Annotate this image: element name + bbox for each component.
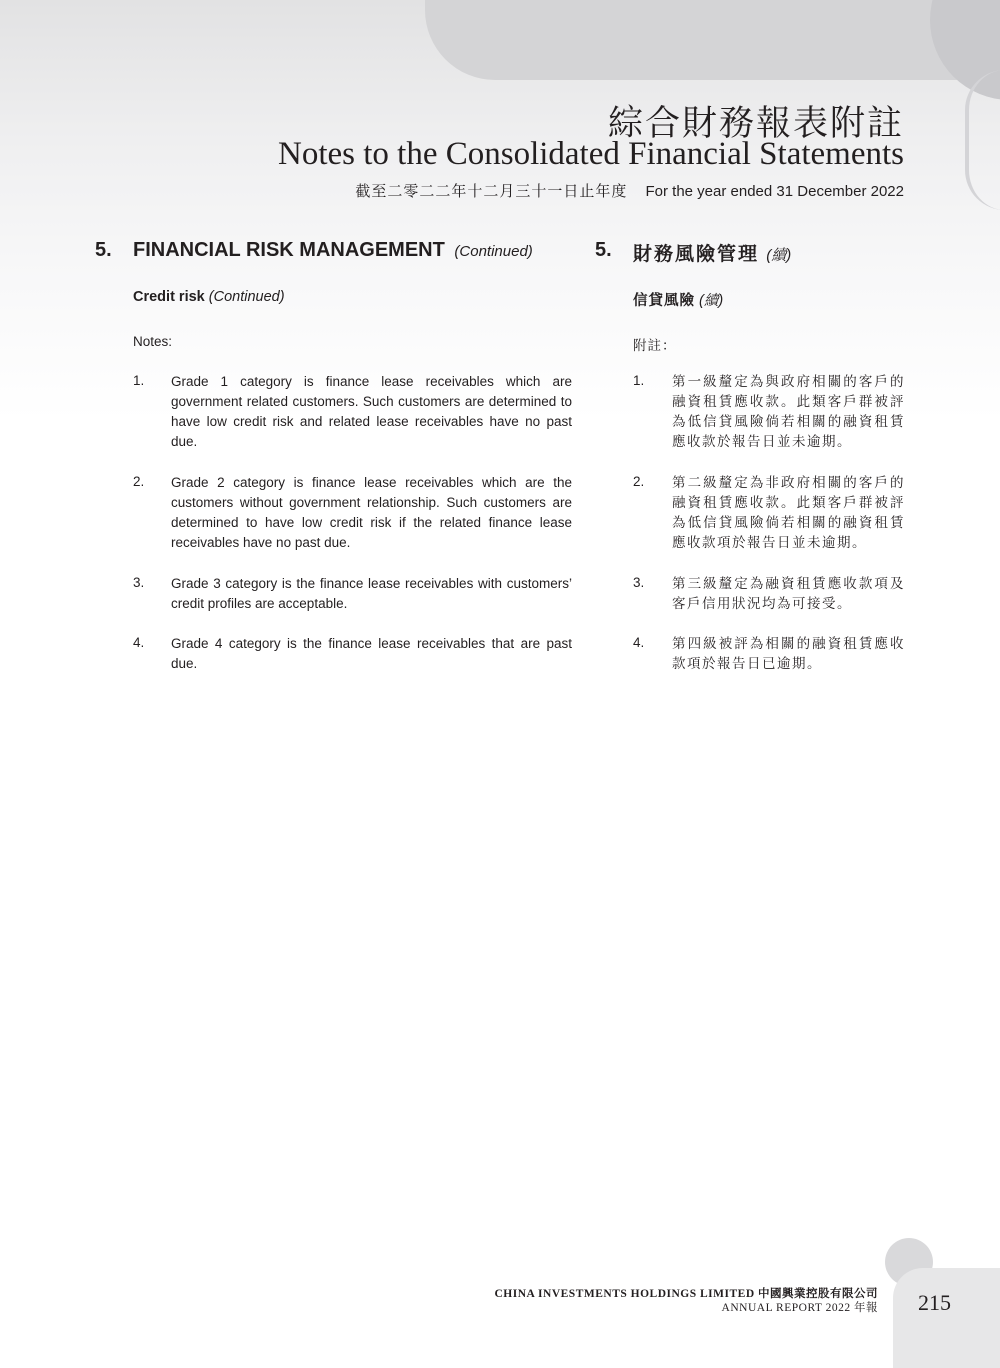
section-title-zh-text: 財務風險管理 (633, 244, 760, 265)
section-number-en: 5. (95, 239, 112, 261)
section-number-zh: 5. (595, 239, 612, 261)
page-title-en: Notes to the Consolidated Financial Statements (278, 136, 904, 172)
notes-label-zh: 附註： (633, 338, 677, 353)
page-number: 215 (918, 1290, 951, 1315)
decorative-shape (425, 0, 1000, 80)
page-title-zh: 綜合財務報表附註 (607, 104, 904, 144)
note-number-zh: 4. (633, 635, 645, 650)
section-continued-zh: (續) (766, 247, 792, 264)
note-text-en: Grade 2 category is finance lease receivables which are the customers without government relationship. Such customers are determined to have low credit risk if the related finance lease receivables have no past due. (171, 475, 572, 550)
section-continued-en: (Continued) (454, 243, 533, 260)
note-number-zh: 3. (633, 575, 645, 590)
subsection-title-en (133, 289, 285, 305)
reporting-period-zh: 截至二零二二年十二月三十一日止年度 (355, 183, 628, 200)
section-title-zh (633, 239, 791, 266)
footer-company-name: CHINA INVESTMENTS HOLDINGS LIMITED 中國興業控股有限公司 (494, 1288, 878, 1300)
subsection-continued-zh: (續) (699, 293, 724, 309)
note-text-zh: 第四級被評為相關的融資租賃應收款項於報告日已逾期。 (672, 636, 905, 671)
note-number-en: 1. (133, 373, 145, 388)
footer-report-label: ANNUAL REPORT 2022 年報 (721, 1302, 878, 1314)
note-number-en: 3. (133, 575, 145, 590)
decorative-curve (965, 70, 1000, 210)
section-title-en-text: FINANCIAL RISK MANAGEMENT (133, 239, 445, 261)
note-text-zh: 第二級釐定為非政府相關的客戶的融資租賃應收款。此類客戶群被評為低信貸風險倘若相關的融資租賃應收款項於報告日並未逾期。 (672, 475, 905, 550)
note-number-en: 2. (133, 474, 145, 489)
note-number-zh: 1. (633, 373, 645, 388)
note-text-zh: 第一級釐定為與政府相關的客戶的融資租賃應收款。此類客戶群被評為低信貸風險倘若相關的融資租賃應收款於報告日並未逾期。 (672, 374, 905, 449)
subsection-title-zh (633, 289, 723, 310)
reporting-period-en: For the year ended 31 December 2022 (645, 183, 904, 200)
notes-label-en: Notes: (133, 334, 173, 349)
subsection-title-en-text: Credit risk (133, 289, 205, 305)
note-number-zh: 2. (633, 474, 645, 489)
note-text-en: Grade 3 category is the finance lease receivables with customers’ credit profiles are acceptable. (171, 576, 572, 611)
subsection-continued-en: (Continued) (208, 289, 285, 305)
page-number-tab (893, 1268, 1000, 1368)
note-text-zh: 第三級釐定為融資租賃應收款項及客戶信用狀況均為可接受。 (672, 576, 905, 611)
note-number-en: 4. (133, 635, 145, 650)
section-title-en (133, 239, 533, 262)
reporting-period (355, 180, 904, 201)
note-text-en: Grade 4 category is the finance lease receivables that are past due. (171, 636, 572, 671)
subsection-title-zh-text: 信貸風險 (633, 293, 695, 309)
note-text-en: Grade 1 category is finance lease receivables which are government related customers. Such customers are determined to have low credit risk and related lease receivables have no past due. (171, 374, 572, 449)
